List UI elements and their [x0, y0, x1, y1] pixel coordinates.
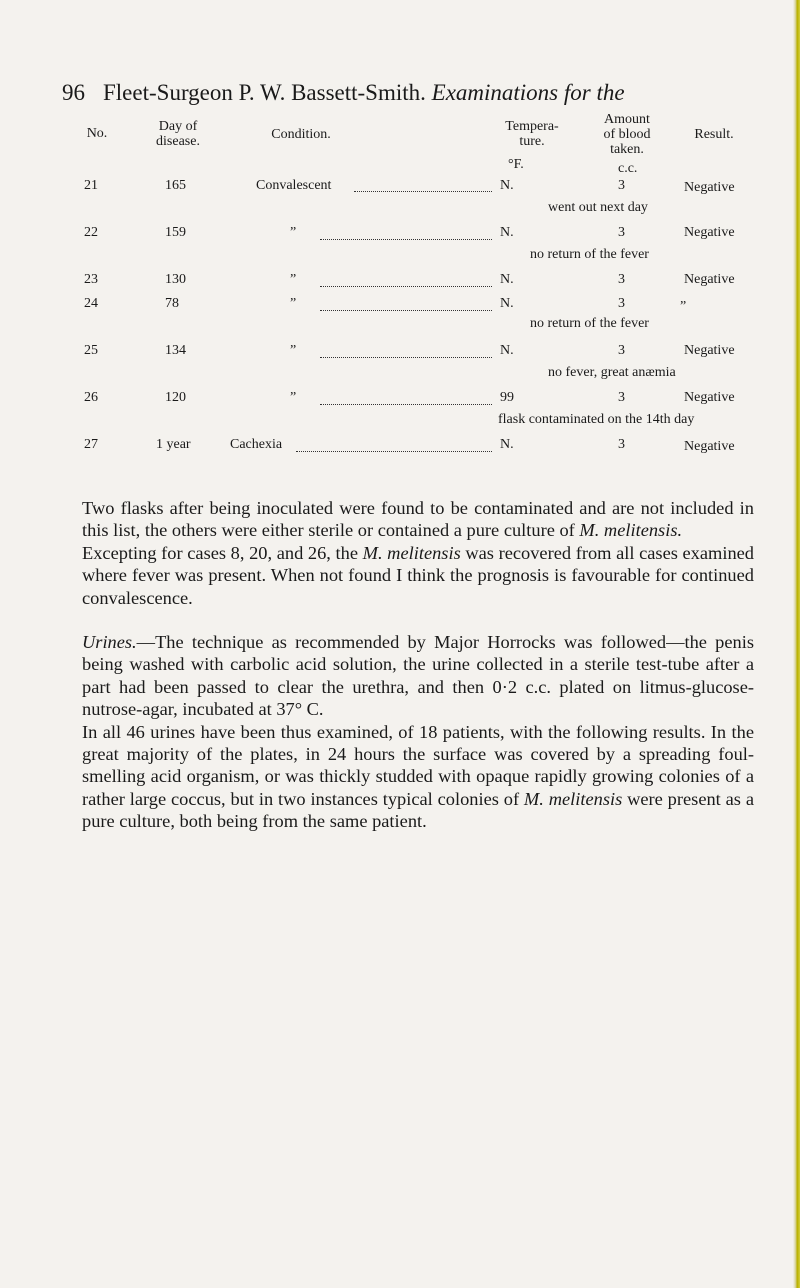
row-22-temp: N.	[500, 225, 514, 240]
row-26-condition: ”	[290, 390, 297, 405]
row-24-note: no return of the fever	[530, 316, 649, 331]
row-26-result: Negative	[684, 390, 735, 405]
leader-dots	[320, 404, 492, 405]
row-23-amount: 3	[618, 272, 625, 287]
row-27-result: Negative	[684, 439, 735, 454]
row-21-day: 165	[165, 178, 186, 193]
row-27-condition: Cachexia	[230, 437, 283, 452]
page-edge	[793, 0, 800, 1288]
unit-amount: c.c.	[618, 161, 638, 176]
row-26-note: flask contaminated on the 14th day	[498, 412, 695, 427]
row-22-condition: ”	[290, 225, 297, 240]
row-25-condition: ”	[290, 343, 297, 358]
row-25-no: 25	[84, 343, 98, 358]
row-26-day: 120	[165, 390, 186, 405]
row-25-day: 134	[165, 343, 186, 358]
row-26-temp: 99	[500, 390, 514, 405]
row-21-temp: N.	[500, 178, 514, 193]
row-22-note: no return of the fever	[530, 247, 649, 262]
row-26-no: 26	[84, 390, 98, 405]
row-22-amount: 3	[618, 225, 625, 240]
row-25-note: no fever, great anæmia	[548, 365, 676, 380]
paragraph-1: Two flasks after being inoculated were found to be contaminated and are not included in this list, the others were either sterile or contained a pure culture of M. melitensis.	[82, 498, 754, 541]
header-author: Fleet-Surgeon P. W. Bassett-Smith.	[103, 80, 426, 105]
header-result: Result.	[694, 127, 734, 142]
row-25-amount: 3	[618, 343, 625, 358]
row-22-no: 22	[84, 225, 98, 240]
row-27-amount: 3	[618, 437, 625, 452]
leader-dots	[320, 286, 492, 287]
row-21-no: 21	[84, 178, 98, 193]
header-temperature: Tempera- ture.	[505, 119, 559, 149]
paragraph-4: In all 46 urines have been thus examined, of 18 patients, with the following results. In the great majority of the plates, in 24 hours the surface was covered by a spreading foul-smelling acid organism, or was thickly studded with opaque rapidly growing colonies of a rather large coccus, but in two instances typical colonies of M. melitensis were present as a pure culture, both being from the same patient.	[82, 721, 754, 832]
row-22-result: Negative	[684, 225, 735, 240]
leader-dots	[320, 357, 492, 358]
leader-dots	[296, 451, 492, 452]
row-21-result: Negative	[684, 180, 735, 195]
row-24-temp: N.	[500, 296, 514, 311]
page-number: 96	[62, 80, 85, 105]
row-24-result: ”	[680, 299, 687, 314]
row-24-amount: 3	[618, 296, 625, 311]
row-27-temp: N.	[500, 437, 514, 452]
body-text	[82, 497, 754, 833]
header-condition: Condition.	[271, 127, 331, 142]
paragraph-2: Excepting for cases 8, 20, and 26, the M. melitensis was recovered from all cases examined where fever was present. When not found I think the prognosis is favourable for continued convalescence.	[82, 542, 755, 608]
header-no: No.	[86, 126, 108, 141]
paragraph-3: Urines.—The technique as recommended by Major Horrocks was followed—the penis being washed with carbolic acid solution, the urine collected in a sterile test-tube after a part had been passed to clear the urethra, and then 0·2 c.c. plated on litmus-glucose-nutrose-agar, incubated at 37° C.	[82, 632, 754, 720]
row-25-temp: N.	[500, 343, 514, 358]
row-22-day: 159	[165, 225, 186, 240]
leader-dots	[354, 191, 492, 192]
row-21-note: went out next day	[548, 200, 648, 215]
header-day: Day of disease.	[156, 119, 200, 149]
row-26-amount: 3	[618, 390, 625, 405]
row-25-result: Negative	[684, 343, 735, 358]
row-21-condition: Convalescent	[256, 178, 332, 193]
row-23-result: Negative	[684, 272, 735, 287]
row-24-day: 78	[165, 296, 179, 311]
row-24-no: 24	[84, 296, 98, 311]
header-amount: Amount of blood taken.	[603, 112, 651, 157]
row-27-no: 27	[84, 437, 98, 452]
leader-dots	[320, 310, 492, 311]
row-23-temp: N.	[500, 272, 514, 287]
row-23-condition: ”	[290, 272, 297, 287]
row-23-no: 23	[84, 272, 98, 287]
row-24-condition: ”	[290, 296, 297, 311]
row-23-day: 130	[165, 272, 186, 287]
row-27-day: 1 year	[156, 437, 191, 452]
running-header	[62, 80, 742, 106]
header-title: Examinations for the	[431, 80, 625, 105]
leader-dots	[320, 239, 492, 240]
unit-temp: °F.	[508, 157, 524, 172]
row-21-amount: 3	[618, 178, 625, 193]
